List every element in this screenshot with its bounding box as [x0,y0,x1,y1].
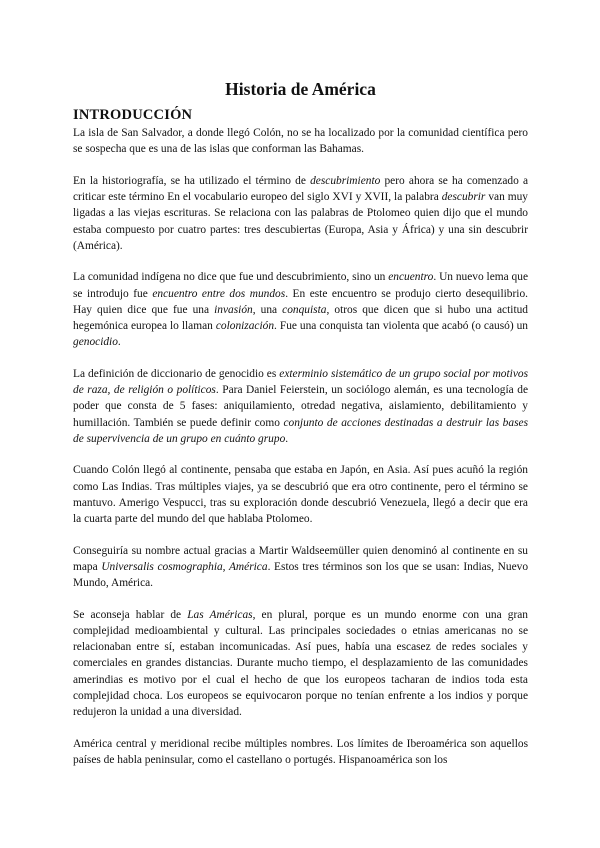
text-run: van muy ligadas a las viejas escrituras. Se relaciona con las palabras de Ptolomeo quien dijo que el mundo estaba compuesto por cuatro partes: tres descubiertas (Europa, Asia y África) y una sin descubrir (América). [73,191,528,252]
paragraph-las-americas [73,607,528,720]
text-run: . En este encuentro se produjo cierto desequilibrio. Hay quien dice que fue una [73,287,528,316]
italic-term: Universalis cosmographia, América [101,560,268,573]
text-run: . Un nuevo lema que se introdujo fue [73,271,528,300]
italic-term: exterminio sistemático de un grupo social por motivos de raza, de religión o políticos [73,367,528,397]
paragraph-san-salvador [73,125,528,157]
text-run: Cuando Colón llegó al continente, pensaba que estaba en Japón, en Asia. Así pues acuñó la región como Las Indias. Tras múltiples viajes, ya se descubrió que era otro continente, pero el término se mantuvo. Amerigo Vespucci, tras su exploración donde descubrió Venezuela, llegó a decir que era la cuarta parte del mundo del que hablaba Ptolomeo. [73,464,528,526]
text-run: . [117,336,121,349]
italic-term: encuentro entre dos mundos [152,287,286,300]
italic-term: Las Américas [187,608,253,621]
paragraph-historiografia [73,173,528,254]
paragraph-genocidio [73,366,528,447]
paragraph-encuentro [73,269,528,350]
text-run: La comunidad indígena no dice que fue und descubrimiento, sino un [73,271,389,284]
paragraph-america-central [73,736,528,768]
text-run: , en plural, porque es un mundo enorme con una gran complejidad medioambiental y cultural. Las principales sociedades o etnias americanas no se relacionaban entre sí, estaban incomunicadas. Así pues, había una escasez de redes sociales y comerciales en grandes distancias. Durante mucho tiempo, el desplazamiento de las comunidades amerindias es motivo por el cual el hecho de que los europeos tacharan de indios toda esta complejidad choca. Los europeos se equivocaron porque no tenían enfrente a los indios y porque redujeron la unidad a una diversidad. [73,608,528,719]
text-run: . Fue una conquista tan violenta que acabó (o causó) un [274,320,529,333]
text-run: Se aconseja hablar de [73,608,188,621]
paragraph-colon-indias [73,462,528,527]
text-run: La isla de San Salvador, a donde llegó Colón, no se ha localizado por la comunidad científica pero se sospecha que es una de las islas que conforman las Bahamas. [73,127,528,156]
italic-term: genocidio [73,336,118,349]
text-run: . Para Daniel Feierstein, un sociólogo alemán, es una tecnología de poder que consta de 5 fases: aniquilamiento, otredad negativa, aislamiento, debilitamiento y humillación. También se puede definir como [73,384,528,429]
text-run: . [285,432,289,445]
italic-term: descubrir [441,191,486,204]
italic-term: encuentro [388,271,434,284]
text-run: Conseguiría su nombre actual gracias a Martir Waldseemüller quien denominó al continente en su mapa [73,544,528,573]
italic-term: invasión [214,303,253,316]
section-heading: INTRODUCCIÓN [73,107,193,123]
text-run: , una [252,303,283,316]
italic-term: conquista [282,303,327,316]
paragraph-waldseemuller [73,543,528,592]
text-run: En la historiografía, se ha utilizado el término de [73,174,311,187]
text-run: La definición de diccionario de genocidio es [73,367,280,380]
text-run: América central y meridional recibe múltiples nombres. Los límites de Iberoamérica son aquellos países de habla peninsular, como el castellano o portugés. Hispanoamérica son los [73,737,528,766]
italic-term: descubrimiento [310,174,381,187]
italic-term: colonización [215,320,275,333]
text-run: . Estos tres términos son los que se usan: Indias, Nuevo Mundo, América. [73,560,529,590]
text-run: pero ahora se ha comenzado a criticar este término En el vocabulario europeo del siglo XVI y XVII, la palabra [73,174,528,204]
text-run: , otros que dicen que si hubo una actitud hegemónica europea lo llaman [73,303,529,333]
page-title: Historia de América [225,79,376,99]
italic-term: conjunto de acciones destinadas a destruir las bases de supervivencia de un grupo en cuánto grupo [73,416,528,445]
